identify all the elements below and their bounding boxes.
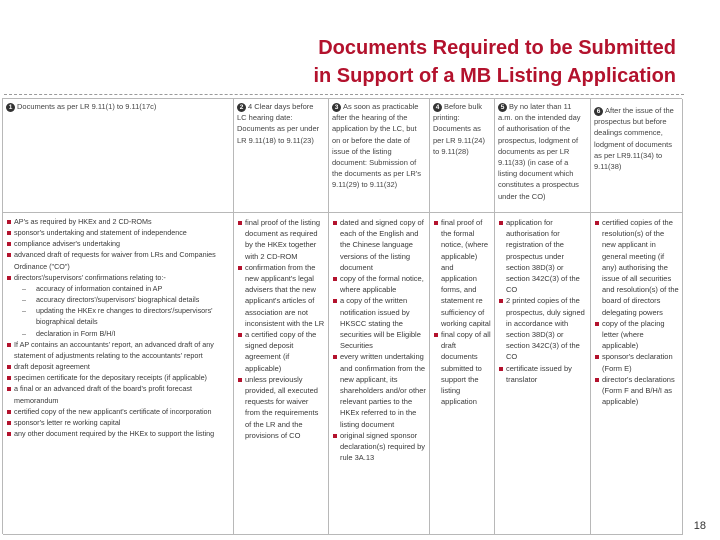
page-number: 18 xyxy=(693,520,706,532)
column-2-documents xyxy=(234,213,329,535)
column-header-text: By no later than 11 a.m. on the intended day of authorisation of the prospectus, lodgment of documents as per LR 9.11(33) (in case of a listing document which constitutes a prospectus under the CO) xyxy=(498,102,581,201)
document-item: every written undertaking and confirmation from the new applicant, its shareholders and/or other relevant parties to the HKEx referred to in the listing document xyxy=(332,351,426,429)
document-subitem: – declaration in Form B/H/I xyxy=(14,328,230,339)
document-item: director's declarations (Form F and B/H/I as applicable) xyxy=(594,374,679,408)
step-number-badge: 2 xyxy=(237,103,246,112)
column-header-6 xyxy=(591,99,683,213)
document-item: draft deposit agreement xyxy=(6,361,230,372)
column-6-documents xyxy=(591,213,683,535)
document-item: sponsor's letter re working capital xyxy=(6,417,230,428)
col4-document-list xyxy=(433,217,491,407)
document-item: sponsor's declaration (Form E) xyxy=(594,351,679,373)
document-item: AP's as required by HKEx and 2 CD-ROMs xyxy=(6,216,230,227)
document-item: advanced draft of requests for waiver from LRs and Companies Ordinance ("CO") xyxy=(6,249,230,271)
document-item: certificate issued by translator xyxy=(498,363,587,385)
column-header-text: Before bulk printing: Documents as per LR 9.11(24) to 9.11(28) xyxy=(433,102,485,156)
slide-title xyxy=(236,34,676,90)
step-number-badge: 5 xyxy=(498,103,507,112)
document-subitem: – accuracy of information contained in AP xyxy=(14,283,230,294)
column-header-text: Documents as per LR 9.11(1) to 9.11(17c) xyxy=(17,102,157,111)
title-divider xyxy=(4,94,684,95)
document-item: any other document required by the HKEx to support the listing xyxy=(6,428,230,439)
document-item: confirmation from the new applicant's legal advisers that the new applicant's articles of association are not inconsistent with the LR xyxy=(237,262,325,329)
document-item: specimen certificate for the depositary receipts (if applicable) xyxy=(6,372,230,383)
document-item: If AP contains an accountants' report, an advanced draft of any statement of adjustments relating to the accountants' report xyxy=(6,339,230,361)
document-item: a copy of the written notification issued by HKSCC stating the securities will be Eligible Securities xyxy=(332,295,426,351)
document-item: copy of the formal notice, where applicable xyxy=(332,273,426,295)
document-item: compliance adviser's undertaking xyxy=(6,238,230,249)
document-subitem: – accuracy directors'/supervisors' biographical details xyxy=(14,294,230,305)
document-item: final proof of the formal notice, (where applicable) and application forms, and statement re sufficiency of working capital xyxy=(433,217,491,329)
slide-title-line-1: Documents Required to be Submitted xyxy=(318,37,676,59)
step-number-badge: 6 xyxy=(594,107,603,116)
step-number-badge: 4 xyxy=(433,103,442,112)
col1-document-list xyxy=(6,216,230,439)
document-item: directors'/supervisors' confirmations relating to:- – accuracy of information contained in AP – accuracy directors'/supervisors' biographical details – updating the HKEx re changes to directors'/supervisors' biographical details – declaration in Form B/H/I xyxy=(6,272,230,339)
document-item: certified copy of the new applicant's certificate of incorporation xyxy=(6,406,230,417)
slide-title-line-2: in Support of a MB Listing Application xyxy=(313,65,676,87)
column-header-4 xyxy=(430,99,495,213)
document-item: certified copies of the resolution(s) of the new applicant in general meeting (if any) authorising the issue of all securities and resolution(s) of the board of directors delegating powers xyxy=(594,217,679,318)
document-item: sponsor's undertaking and statement of independence xyxy=(6,227,230,238)
col6-document-list xyxy=(594,217,679,407)
document-item: final copy of all draft documents submitted to support the listing application xyxy=(433,329,491,407)
column-header-text: After the issue of the prospectus but before dealings commence, lodgment of documents as per LR9.11(34) to 9.11(38) xyxy=(594,106,674,172)
documents-table xyxy=(2,98,682,534)
document-item: a certified copy of the signed deposit agreement (if applicable) xyxy=(237,329,325,374)
document-item: application for authorisation for registration of the prospectus under section 38D(3) or section 342C(3) of the CO xyxy=(498,217,587,295)
column-1-documents xyxy=(3,213,234,535)
document-item: a final or an advanced draft of the board's profit forecast memorandum xyxy=(6,383,230,405)
column-header-text: As soon as practicable after the hearing of the application by the LC, but on or before the date of issue of the listing document: Submission of the documents as per LR's 9.11(29) to 9.11(32) xyxy=(332,102,421,190)
column-3-documents xyxy=(329,213,430,535)
document-sublist xyxy=(14,283,230,339)
document-item: copy of the placing letter (where applicable) xyxy=(594,318,679,352)
column-5-documents xyxy=(495,213,591,535)
document-item: final proof of the listing document as required by the HKEx together with 2 CD-ROM xyxy=(237,217,325,262)
column-header-3 xyxy=(329,99,430,213)
document-item: original signed sponsor declaration(s) required by rule 3A.13 xyxy=(332,430,426,464)
col3-document-list xyxy=(332,217,426,463)
step-number-badge: 3 xyxy=(332,103,341,112)
col5-document-list xyxy=(498,217,587,385)
column-header-text: 4 Clear days before LC hearing date: Documents as per under LR 9.11(18) to 9.11(23) xyxy=(237,102,320,145)
document-item: dated and signed copy of each of the English and the Chinese language versions of the listing document xyxy=(332,217,426,273)
column-header-2 xyxy=(234,99,329,213)
document-item: 2 printed copies of the prospectus, duly signed in accordance with section 38D(3) or section 342C(3) of the CO xyxy=(498,295,587,362)
column-header-5 xyxy=(495,99,591,213)
step-number-badge: 1 xyxy=(6,103,15,112)
col2-document-list xyxy=(237,217,325,441)
column-4-documents xyxy=(430,213,495,535)
document-subitem: – updating the HKEx re changes to directors'/supervisors' biographical details xyxy=(14,305,230,327)
document-item: unless previously provided, all executed requests for waiver from the requirements of the LR and the provisions of CO xyxy=(237,374,325,441)
column-header-1 xyxy=(3,99,234,213)
